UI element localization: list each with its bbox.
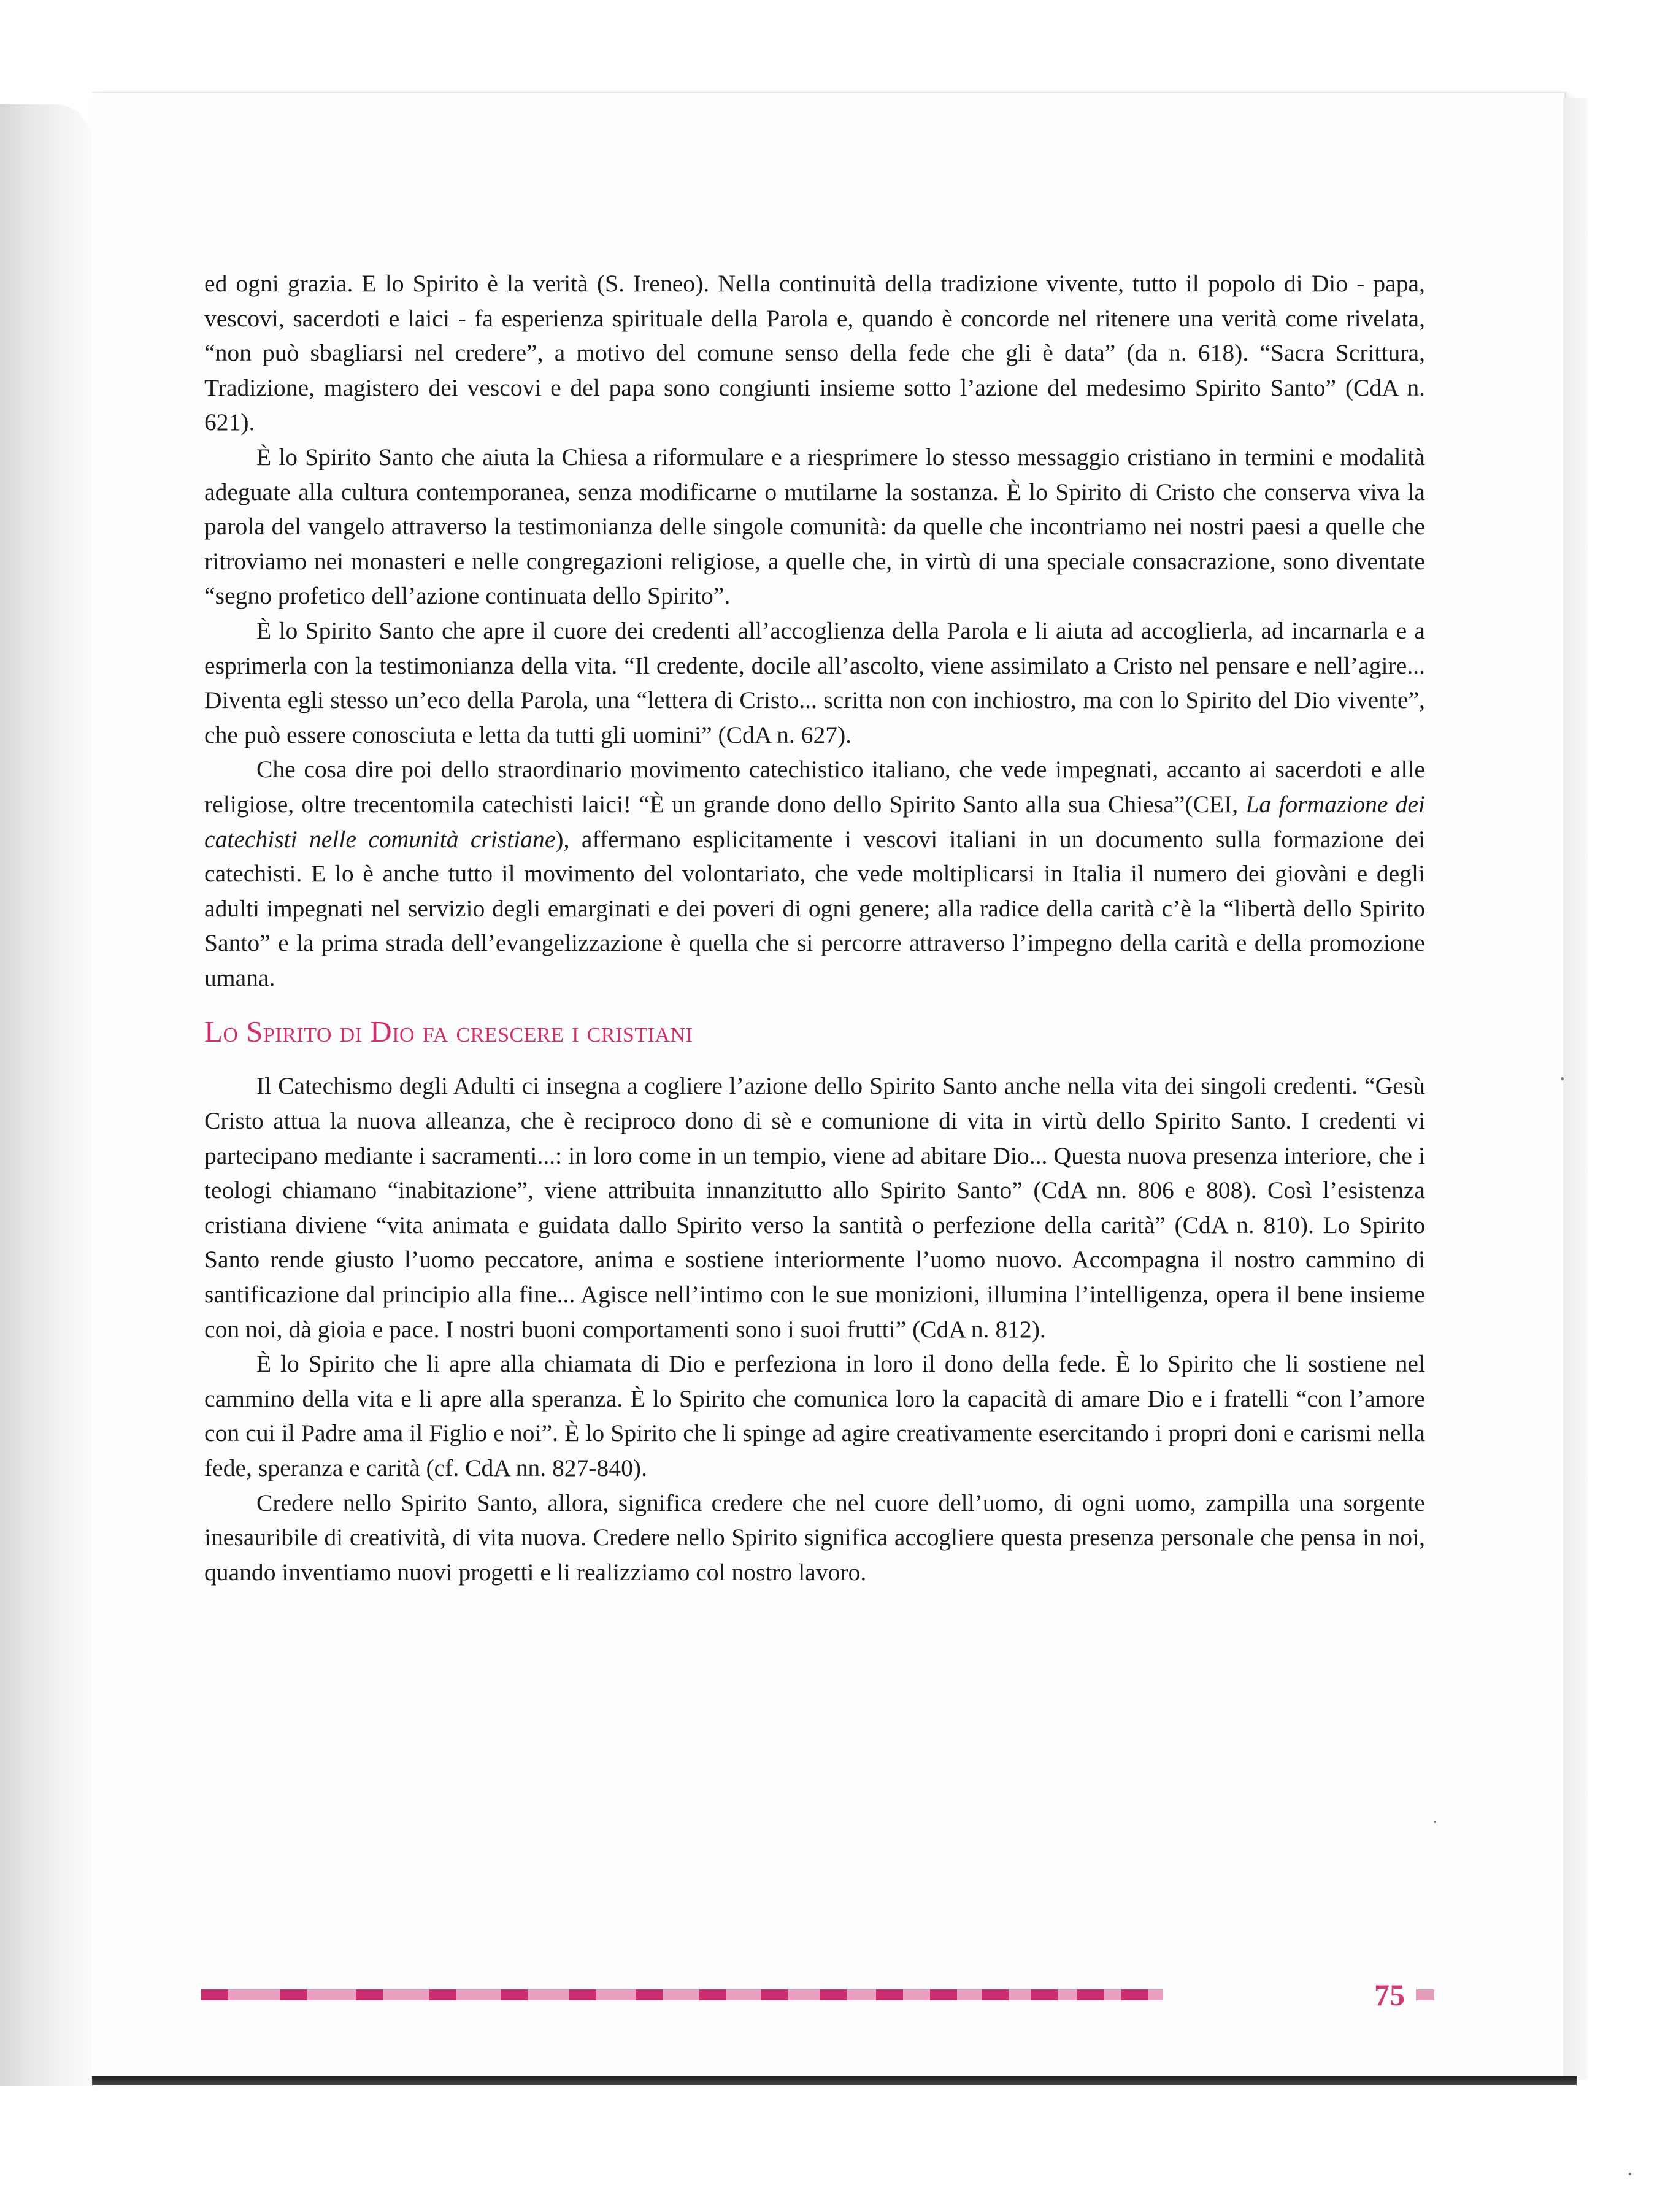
- paragraph: È lo Spirito Santo che aiuta la Chiesa a riformulare e a riesprimere lo stesso messaggio cristiano in termini e modalità adeguate alla cultura contemporanea, senza modificarne o mutilarne la sostanza. È lo Spirito di Cristo che conserva viva la parola del vangelo attraverso la testimonianza delle singole comunità: da quelle che incontriamo nei nostri paesi a quelle che ritroviamo nei monasteri e nelle congregazioni religiose, a quelle che, in virtù di una speciale consacrazione, sono diventate “segno profetico dell’azione continuata dello Spirito”.: [204, 443, 1425, 610]
- scan-speck: [1434, 1821, 1436, 1823]
- footer-bar-segment: [726, 1989, 761, 2000]
- footer-decorative-bar: [201, 1989, 1358, 2000]
- paragraph-text: Che cosa dire poi dello straordinario movimento catechistico italiano, che vede impegnati, accanto ai sacerdoti e alle religiose, oltre trecentomila catechisti laici! “È un grande dono dello Spirito Santo alla sua Chiesa”(CEI,: [204, 756, 1425, 818]
- scan-speck: [1561, 1077, 1564, 1080]
- scan-speck: [1629, 2173, 1631, 2175]
- footer-bar-segment: [1009, 1989, 1031, 2000]
- footer-bar-segment: [1031, 1989, 1058, 2000]
- page-number: 75: [1374, 1978, 1405, 2012]
- footer-bar-segment: [1121, 1989, 1148, 2000]
- footer-bar-segment: [788, 1989, 820, 2000]
- paragraph: È lo Spirito che li apre alla chiamata di Dio e perfeziona in loro il dono della fede. È lo Spirito che li sostiene nel cammino della vita e li apre alla speranza. È lo Spirito che comunica loro la capacità di amare Dio e i fratelli “con l’amore con cui il Padre ama il Figlio e noi”. È lo Spirito che li spinge ad agire creativamente esercitando i propri doni e carismi nella fede, speranza e carità (cf. CdA nn. 827-840).: [204, 1350, 1425, 1481]
- footer-bar-segment: [201, 1989, 228, 2000]
- paragraph: Il Catechismo degli Adulti ci insegna a cogliere l’azione dello Spirito Santo anche nella vita dei singoli credenti. “Gesù Cristo attua la nuova alleanza, che è reciproco dono di sè e comunione di vita in virtù dello Spirito Santo. I credenti vi partecipano mediante i sacramenti...: in loro come in un tempio, viene ad abitare Dio... Questa nuova presenza interiore, che i teologi chiamano “inabitazione”, viene attribuita innanzitutto allo Spirito Santo” (CdA nn. 806 e 808). Così l’esistenza cristiana diviene “vita animata e guidata dallo Spirito verso la santità o perfezione della carità” (CdA n. 810). Lo Spirito Santo rende giusto l’uomo peccatore, anima e sostiene interiormente l’uomo nuovo. Accompagna il nostro cammino di santificazione dal principio alla fine... Agisce nell’intimo con le sue monizioni, illumina l’intelligenza, opera il bene insieme con noi, dà gioia e pace. I nostri buoni comportamenti sono i suoi frutti” (CdA n. 812).: [204, 1072, 1425, 1343]
- footer-bar-segment: [280, 1989, 307, 2000]
- page-right-edge: [1563, 98, 1588, 2080]
- footer-bar-segment: [847, 1989, 876, 2000]
- paragraph: È lo Spirito Santo che apre il cuore dei credenti all’accoglienza della Parola e li aiuta ad accoglierla, ad incarnarla e a esprimerla con la testimonianza della vita. “Il credente, docile all’ascolto, viene assimilato a Cristo nel pensare e nell’agire... Diventa egli stesso un’eco della Parola, una “lettera di Cristo... scritta non con inchiostro, ma con lo Spirito del Dio vivente”, che può essere conosciuta e letta da tutti gli uomini” (CdA n. 627).: [204, 616, 1425, 748]
- footer-bar-segment: [903, 1989, 930, 2000]
- footer-bar-segment: [429, 1989, 456, 2000]
- footer-bar-segment: [383, 1989, 429, 2000]
- footer-bar-segment: [663, 1989, 699, 2000]
- footer-bar-segment: [982, 1989, 1009, 2000]
- footer-bar-end: [1416, 1989, 1434, 2000]
- footer-bar-segment: [636, 1989, 663, 2000]
- footer-bar-segment: [596, 1989, 636, 2000]
- footer-bar-segment: [957, 1989, 982, 2000]
- section-heading: Lo Spirito di Dio fa crescere i cristiani: [204, 1015, 693, 1049]
- footer-bar-segment: [699, 1989, 726, 2000]
- footer-bar-segment: [1077, 1989, 1104, 2000]
- footer-bar-segment: [930, 1989, 957, 2000]
- footer-bar-segment: [528, 1989, 569, 2000]
- paragraph-text: ), affermano esplicitamente i vescovi italiani in un documento sulla formazione dei catechisti. E lo è anche tutto il movimento del volontariato, che vede moltiplicarsi in Italia il numero dei giovàni e degli adulti impegnati nel servizio degli emarginati e dei poveri di ogni genere; alla radice della carità c’è la “libertà dello Spirito Santo” e la prima strada dell’evangelizzazione è quella che si percorre attraverso l’impegno della carità e della promozione umana.: [204, 825, 1425, 991]
- footer-bar-segment: [356, 1989, 383, 2000]
- page-footer: [201, 1978, 1434, 2012]
- page-bottom-edge: [92, 2076, 1577, 2085]
- footer-bar-segment: [501, 1989, 528, 2000]
- footer-bar-segment: [307, 1989, 356, 2000]
- footer-bar-segment: [876, 1989, 903, 2000]
- paragraph: Credere nello Spirito Santo, allora, significa credere che nel cuore dell’uomo, di ogni uomo, zampilla una sorgente inesauribile di creatività, di vita nuova. Credere nello Spirito significa accogliere questa presenza personale che pensa in noi, quando inventiamo nuovi progetti e li realizziamo col nostro lavoro.: [204, 1489, 1425, 1586]
- footer-bar-segment: [820, 1989, 847, 2000]
- footer-bar-segment: [228, 1989, 280, 2000]
- document-title: La formazione dei catechisti nelle comunità cristiane: [204, 790, 1425, 853]
- footer-bar-segment: [569, 1989, 596, 2000]
- page-body: [204, 266, 1425, 1589]
- paragraph-cei: [204, 752, 1425, 995]
- paragraph: ed ogni grazia. E lo Spirito è la verità (S. Ireneo). Nella continuità della tradizione vivente, tutto il popolo di Dio - papa, vescovi, sacerdoti e laici - fa esperienza spirituale della Parola e, quando è concorde nel ritenere una verità come rivelata, “non può sbagliarsi nel credere”, a motivo del comune senso della fede che gli è data” (da n. 618). “Sacra Scrittura, Tradizione, magistero dei vescovi e del papa sono congiunti insieme sotto l’azione del medesimo Spirito Santo” (CdA n. 621).: [204, 270, 1425, 436]
- footer-bar-segment: [1058, 1989, 1077, 2000]
- footer-bar-segment: [1104, 1989, 1121, 2000]
- footer-bar-segment: [456, 1989, 501, 2000]
- footer-bar-segment: [761, 1989, 788, 2000]
- footer-bar-segment: [1148, 1989, 1163, 2000]
- left-page-gutter: [0, 104, 92, 2086]
